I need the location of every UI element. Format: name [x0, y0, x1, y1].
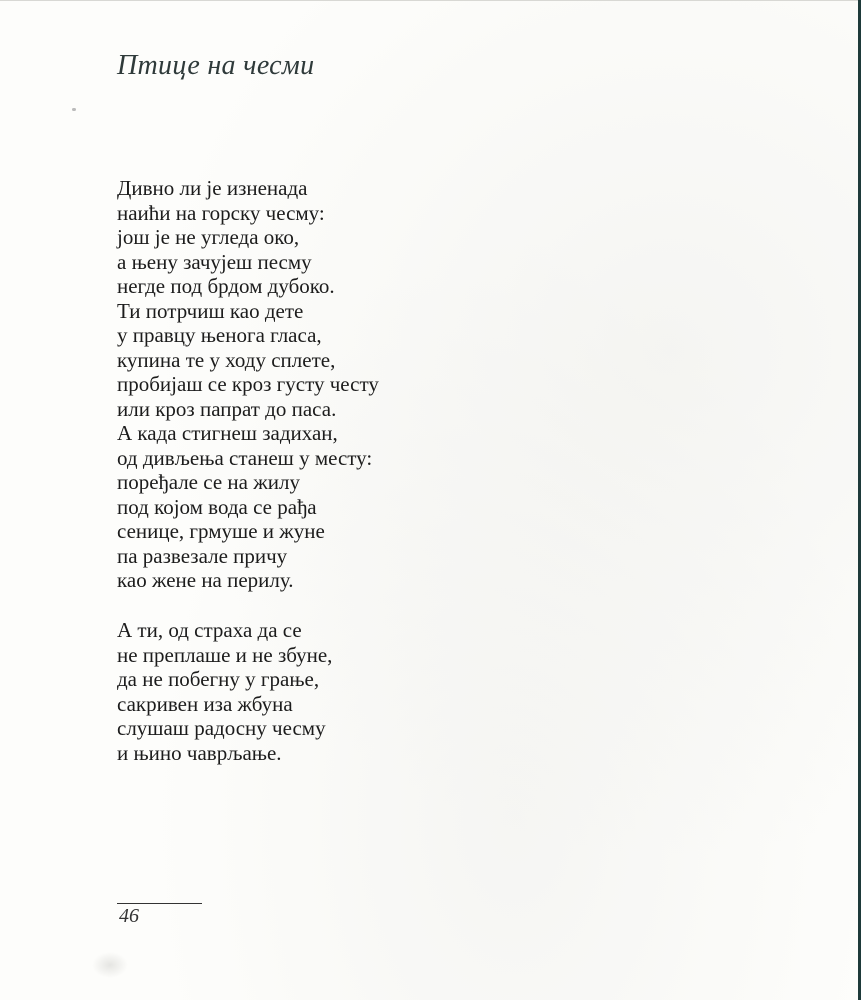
- poem-line: још је не угледа око,: [117, 225, 300, 249]
- page-top-edge: [0, 0, 858, 1]
- stanza-1: [117, 176, 379, 593]
- print-speck: [72, 108, 76, 111]
- poem-line: под којом вода се рађа: [117, 494, 317, 519]
- page-number: 46: [119, 905, 139, 927]
- poem-line: негде под брдом дубоко.: [117, 274, 335, 298]
- poem-line: пробијаш се кроз густу честу: [117, 372, 379, 396]
- poem-line: слушаш радосну чесму: [117, 716, 326, 740]
- poem-line: или кроз папрат до паса.: [117, 396, 337, 421]
- footer-rule: [117, 903, 202, 904]
- poem-line: и њино чаврљање.: [117, 740, 282, 765]
- poem-title: Птице на чесми: [117, 50, 315, 81]
- print-smudge: [92, 952, 128, 978]
- poem-line: Ти потрчиш као дете: [117, 298, 304, 323]
- poem-line: сакривен иза жбуна: [117, 691, 293, 716]
- poem-line: не преплаше и не збуне,: [117, 642, 333, 667]
- poem-line: А ти, од страха да се: [117, 618, 302, 642]
- poem-line: сенице, грмуше и жуне: [117, 519, 325, 543]
- poem-line: купина те у ходу сплете,: [117, 347, 336, 372]
- poem-line: у правцу њенога гласа,: [117, 323, 322, 347]
- poem-line: А када стигнеш задихан,: [117, 421, 338, 445]
- poem-line: поређале се на жилу: [117, 470, 300, 494]
- poem-line: да не побегну у грање,: [117, 667, 320, 691]
- poem-line: Дивно ли је изненада: [117, 176, 308, 200]
- poem-line: а њену зачујеш песму: [117, 249, 312, 274]
- poem-line: од дивљења станеш у месту:: [117, 445, 373, 470]
- poem-line: као жене на перилу.: [117, 568, 294, 592]
- poem-line: наићи на горску чесму:: [117, 200, 325, 225]
- poem-line: па развезале причу: [117, 543, 288, 568]
- stanza-2: [117, 618, 332, 765]
